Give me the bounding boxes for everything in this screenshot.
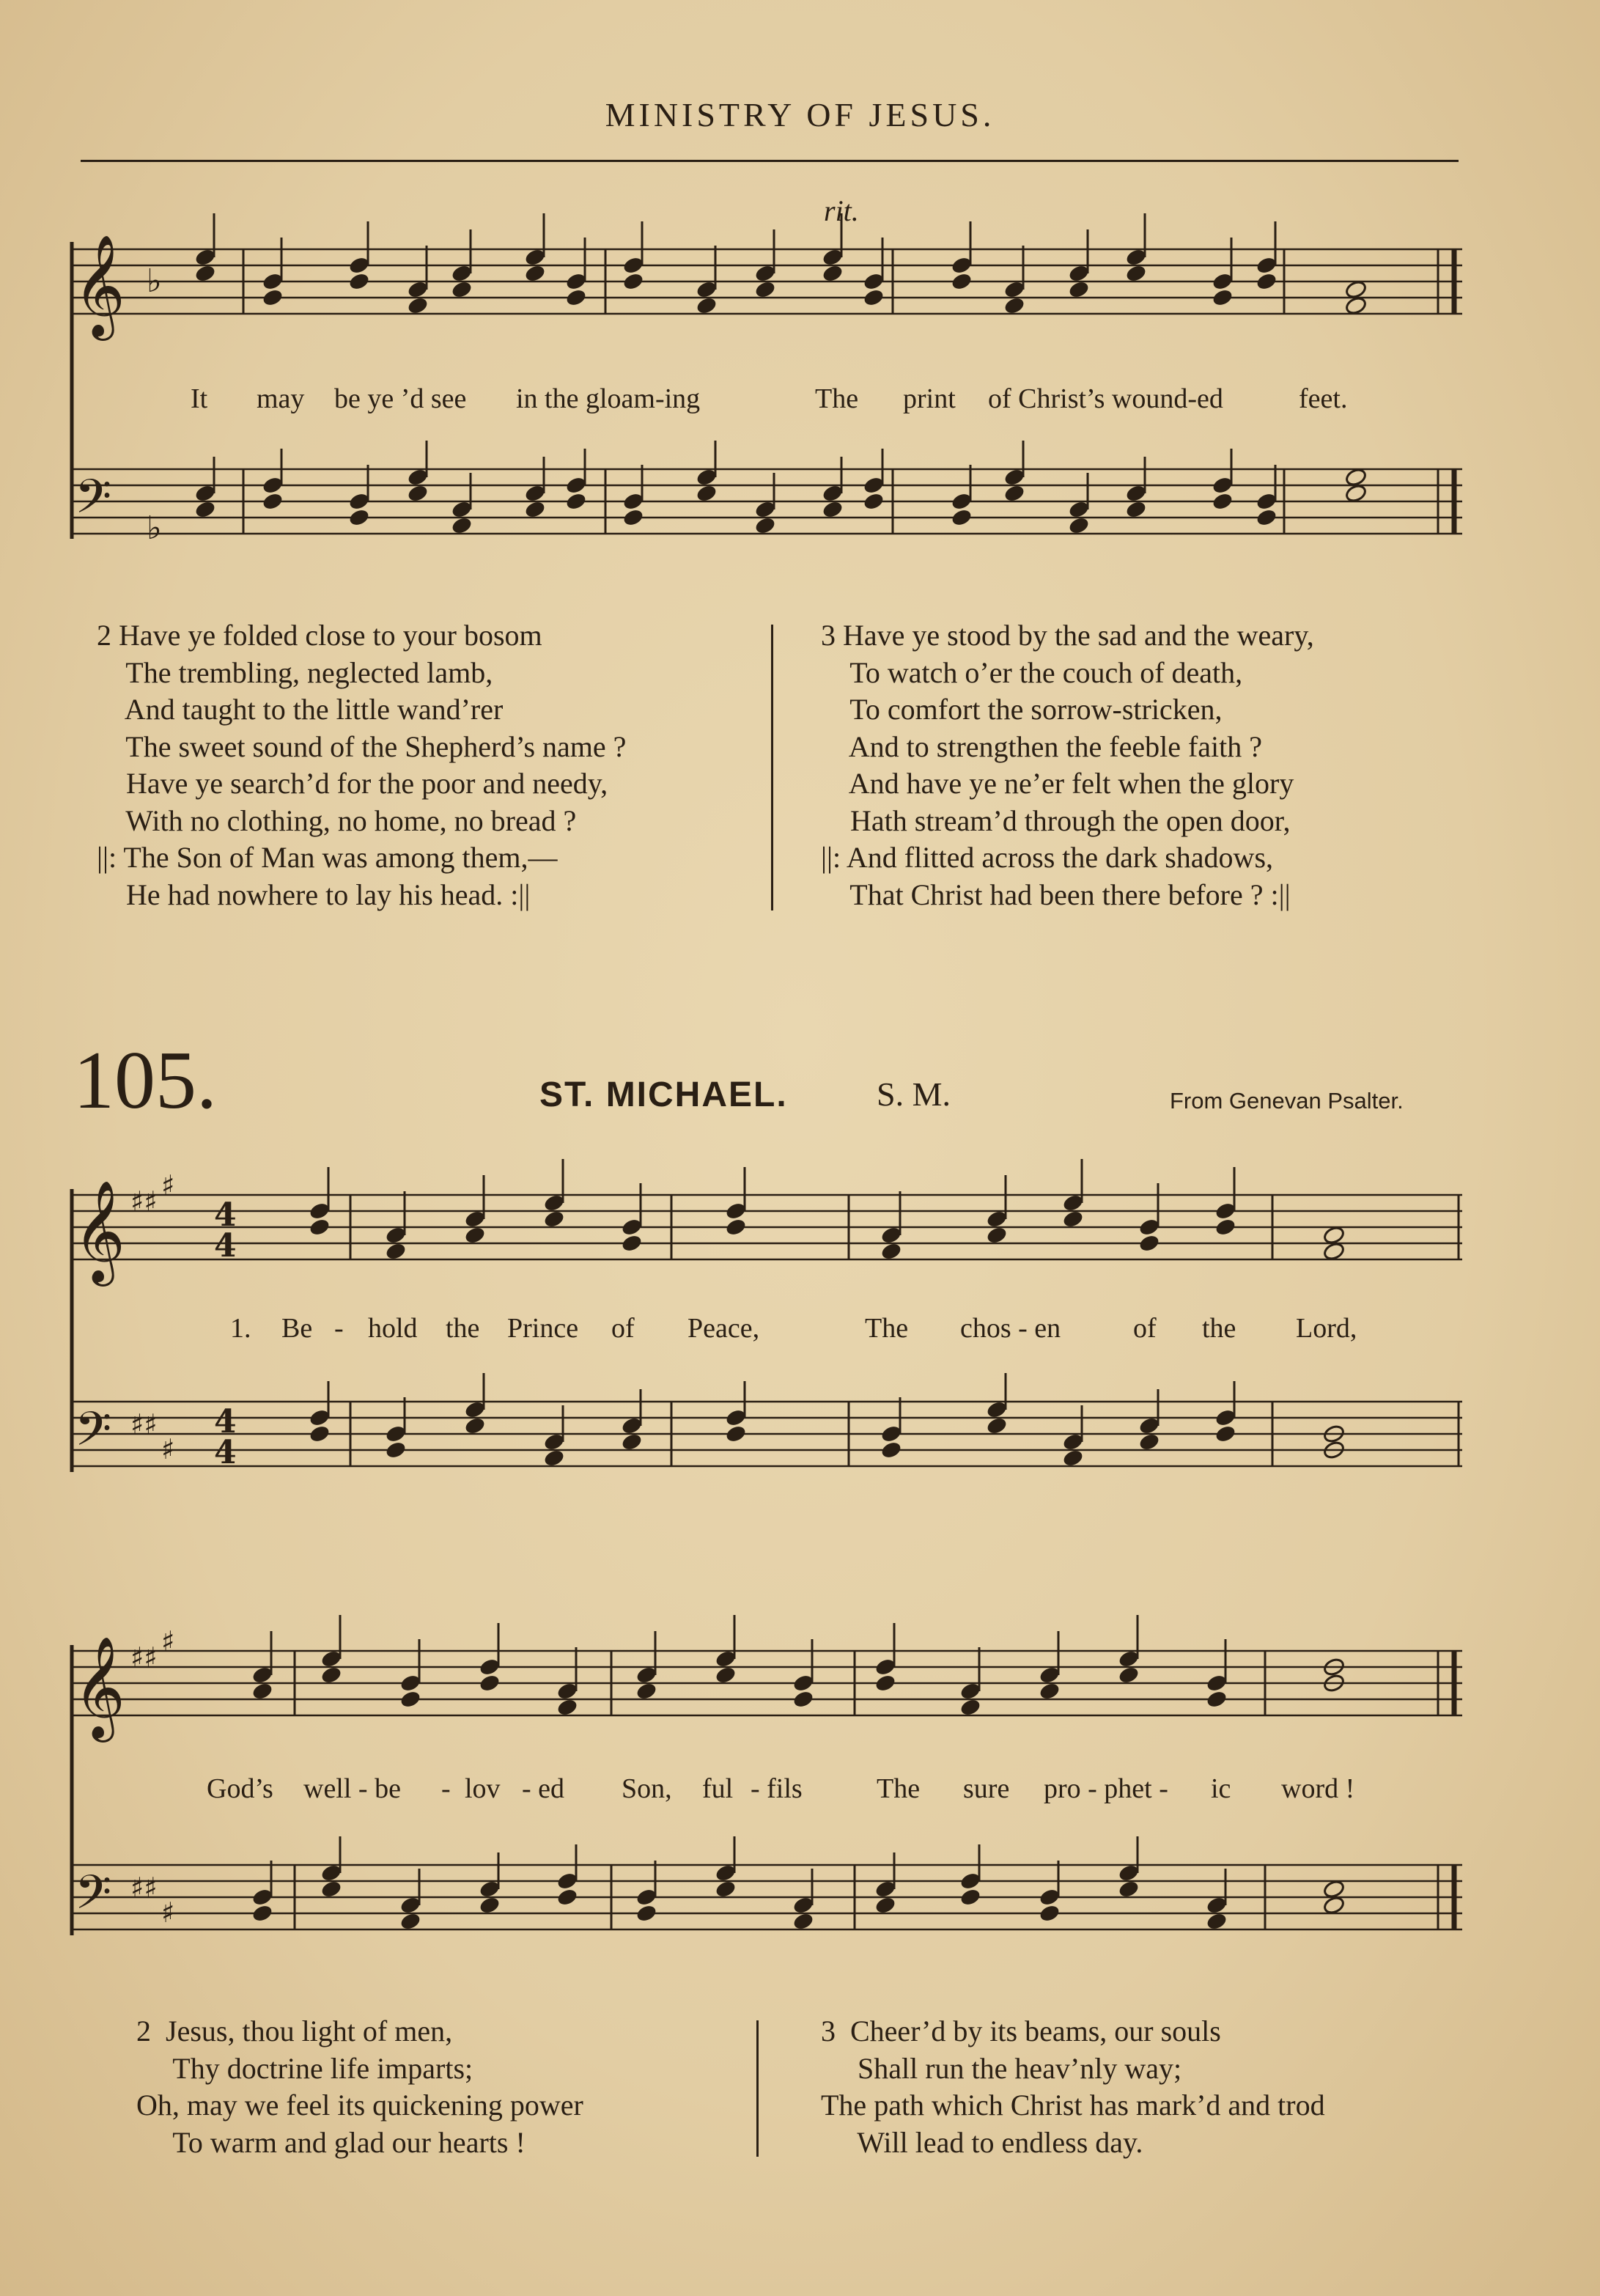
note-head [1344, 295, 1367, 315]
note-head [985, 1416, 1008, 1435]
note-head [1038, 1903, 1061, 1923]
svg-text:♯♯: ♯♯ [130, 1185, 158, 1218]
note-head [308, 1424, 331, 1443]
note-head [959, 1887, 981, 1907]
lyric-105b-9: sure [963, 1773, 1010, 1804]
lyric-105a-2: - [334, 1313, 344, 1344]
note-head [620, 1432, 643, 1451]
note-head [399, 1911, 421, 1931]
note-head [384, 1440, 407, 1460]
note-head [193, 499, 216, 519]
note-head [1067, 515, 1090, 535]
note-head [1138, 1233, 1160, 1253]
lyric-105b-5: Son, [622, 1773, 672, 1804]
svg-text:♯♯: ♯♯ [130, 1872, 158, 1904]
svg-text:4: 4 [214, 1434, 237, 1471]
note-head [1214, 1217, 1236, 1237]
lyric-105a-7: Peace, [687, 1313, 760, 1344]
note-head [635, 1681, 657, 1701]
note-head [1124, 499, 1147, 519]
svg-text:4: 4 [214, 1227, 237, 1265]
lyric-105b-6: ful [702, 1773, 734, 1804]
note-head [406, 483, 429, 503]
staff-105b-bass [73, 1865, 1462, 1929]
lyric-105a-11: the [1202, 1313, 1236, 1344]
note-head [1038, 1681, 1061, 1701]
note-head [320, 1665, 342, 1685]
note-head [478, 1895, 501, 1915]
note-head [564, 287, 587, 307]
stanza-105-2: 2 Jesus, thou light of men, Thy doctrine life imparts; Oh, may we feel its quickening power To warm and glad our hearts ! [136, 2014, 583, 2159]
note-head [463, 1416, 486, 1435]
note-head [724, 1217, 747, 1237]
note-head [556, 1887, 578, 1907]
note-head [556, 1697, 578, 1717]
hymn-source: From Genevan Psalter. [1170, 1088, 1404, 1114]
lyric-105b-1: well - be [303, 1773, 401, 1804]
svg-text:𝄢: 𝄢 [75, 1402, 112, 1468]
note-head [753, 279, 776, 299]
note-head [862, 491, 885, 511]
note-head [1003, 483, 1025, 503]
note-head [1322, 1895, 1345, 1915]
note-head [792, 1911, 814, 1931]
staff-105a-treble [73, 1195, 1462, 1259]
svg-text:♯: ♯ [161, 1433, 175, 1465]
note-head [542, 1209, 565, 1229]
hymn-number: 105. [73, 1035, 217, 1126]
lyric-104-1: It [191, 383, 208, 414]
note-head [1322, 1241, 1345, 1261]
lyric-105b-8: The [877, 1773, 921, 1804]
stanza-105-3: 3 Cheer’d by its beams, our souls Shall run the heav’nly way; The path which Christ has mark’d and trod Will lead to endless day. [821, 2014, 1325, 2159]
lyric-105a-1: Be [281, 1313, 313, 1344]
note-head [714, 1879, 737, 1899]
lyric-104-7: of Christ’s wound-ed [988, 383, 1223, 414]
note-head [695, 483, 718, 503]
svg-text:♯: ♯ [161, 1169, 175, 1202]
lyric-105a-6: of [611, 1313, 635, 1344]
note-head [874, 1673, 896, 1693]
hymn-meter: S. M. [877, 1075, 951, 1113]
svg-text:4: 4 [214, 1403, 237, 1440]
lyric-105a-9: chos - en [960, 1313, 1061, 1344]
note-head [1061, 1448, 1084, 1468]
note-head [1344, 279, 1367, 299]
note-head [1138, 1432, 1160, 1451]
lyric-105b-12: word ! [1281, 1773, 1355, 1804]
lyric-105b-10: pro - phet - [1044, 1773, 1168, 1804]
svg-text:𝄞: 𝄞 [73, 235, 125, 336]
note-head [1003, 295, 1025, 315]
note-head [384, 1241, 407, 1261]
lyric-104-2: may [257, 383, 305, 414]
note-head [261, 287, 284, 307]
stanza-divider-104 [771, 625, 773, 910]
note-head [695, 295, 718, 315]
note-head [251, 1903, 273, 1923]
note-head [463, 1225, 486, 1245]
note-head [792, 1689, 814, 1709]
staff-105b-treble [73, 1651, 1462, 1715]
lyric-105a-12: Lord, [1296, 1313, 1357, 1344]
note-head [950, 507, 973, 527]
note-head [1322, 1225, 1345, 1245]
note-head [1214, 1424, 1236, 1443]
note-head [251, 1681, 273, 1701]
stanza-104-2: 2 Have ye folded close to your bosom The trembling, neglected lamb, And taught to the little wand’rer The sweet sound of the Shepherd’s name ? Have ye search’d for the poor and needy, With no clothing, no home, no bread ? ||: The Son of Man was among them,— He had nowhere to lay his head. :|| [97, 619, 627, 911]
svg-text:𝄞: 𝄞 [73, 1180, 125, 1282]
note-head [542, 1448, 565, 1468]
note-head [261, 491, 284, 511]
lyric-105a-10: of [1133, 1313, 1157, 1344]
hymn-title: ST. MICHAEL. [539, 1075, 788, 1114]
note-head [821, 499, 844, 519]
note-head [622, 507, 644, 527]
stanza-104-3: 3 Have ye stood by the sad and the weary, To watch o’er the couch of death, To comfort the sorrow-stricken, And to strengthen the feeble faith ? And have ye ne’er felt when the glory Hath stream’d through the open door, ||: And flitted across the dark shadows, That Christ had been there before ? :|| [821, 619, 1314, 911]
note-head [320, 1879, 342, 1899]
note-head [450, 279, 473, 299]
note-head [880, 1440, 902, 1460]
note-head [622, 271, 644, 291]
lyric-105b-11: ic [1211, 1773, 1231, 1804]
lyric-105a-5: Prince [507, 1313, 579, 1344]
lyric-104-4: in the gloam-ing [516, 383, 701, 414]
note-head [1211, 491, 1234, 511]
note-head [1205, 1689, 1228, 1709]
note-head [1255, 271, 1278, 291]
svg-text:♯: ♯ [161, 1896, 175, 1929]
svg-text:𝄞: 𝄞 [73, 1636, 125, 1738]
note-head [714, 1665, 737, 1685]
lyric-105b-0: God’s [207, 1773, 273, 1804]
lyric-105b-7: - fils [751, 1773, 803, 1804]
note-head [478, 1673, 501, 1693]
note-head [753, 515, 776, 535]
note-head [1344, 467, 1367, 487]
lyric-104-5: The [815, 383, 859, 414]
svg-text:4: 4 [214, 1196, 237, 1234]
note-head [347, 271, 370, 291]
note-head [1067, 279, 1090, 299]
note-head [399, 1689, 421, 1709]
note-head [724, 1424, 747, 1443]
note-head [450, 515, 473, 535]
lyric-105a-4: the [446, 1313, 480, 1344]
note-head [308, 1217, 331, 1237]
svg-text:𝄢: 𝄢 [75, 1866, 112, 1932]
note-head [1211, 287, 1234, 307]
svg-text:♭: ♭ [147, 262, 162, 300]
note-head [985, 1225, 1008, 1245]
note-head [564, 491, 587, 511]
lyric-105b-3: lov [465, 1773, 501, 1804]
note-head [959, 1697, 981, 1717]
lyric-105b-2: - [441, 1773, 451, 1804]
svg-text:♭: ♭ [147, 509, 162, 547]
note-head [1255, 507, 1278, 527]
note-head [821, 263, 844, 283]
lyric-104-8: feet. [1299, 383, 1348, 414]
stanza-divider-105 [756, 2020, 759, 2157]
note-head [1205, 1911, 1228, 1931]
note-head [523, 263, 546, 283]
note-head [862, 287, 885, 307]
svg-text:𝄢: 𝄢 [75, 470, 112, 536]
note-head [406, 295, 429, 315]
lyric-105a-0: 1. [230, 1313, 251, 1344]
svg-text:♯: ♯ [161, 1625, 175, 1657]
lyric-104-3: be ye ’d see [334, 383, 467, 414]
note-head [620, 1233, 643, 1253]
page-header-title: MINISTRY OF JESUS. [605, 96, 995, 133]
note-head [1061, 1209, 1084, 1229]
staff-105a-bass [73, 1402, 1462, 1466]
note-head [1344, 483, 1367, 503]
svg-text:♯♯: ♯♯ [130, 1408, 158, 1440]
note-head [1117, 1665, 1140, 1685]
note-head [1117, 1879, 1140, 1899]
note-head [950, 271, 973, 291]
note-head [1322, 1879, 1345, 1899]
note-head [1124, 263, 1147, 283]
lyric-105b-4: - ed [522, 1773, 565, 1804]
note-head [635, 1903, 657, 1923]
svg-text:♯♯: ♯♯ [130, 1641, 158, 1674]
note-head [523, 499, 546, 519]
lyric-104-6: print [903, 383, 956, 414]
lyric-105a-8: The [865, 1313, 909, 1344]
lyric-105a-3: hold [368, 1313, 418, 1344]
ritardando-mark: rit. [824, 194, 859, 227]
note-head [347, 507, 370, 527]
note-head [874, 1895, 896, 1915]
note-head [193, 263, 216, 283]
note-head [880, 1241, 902, 1261]
